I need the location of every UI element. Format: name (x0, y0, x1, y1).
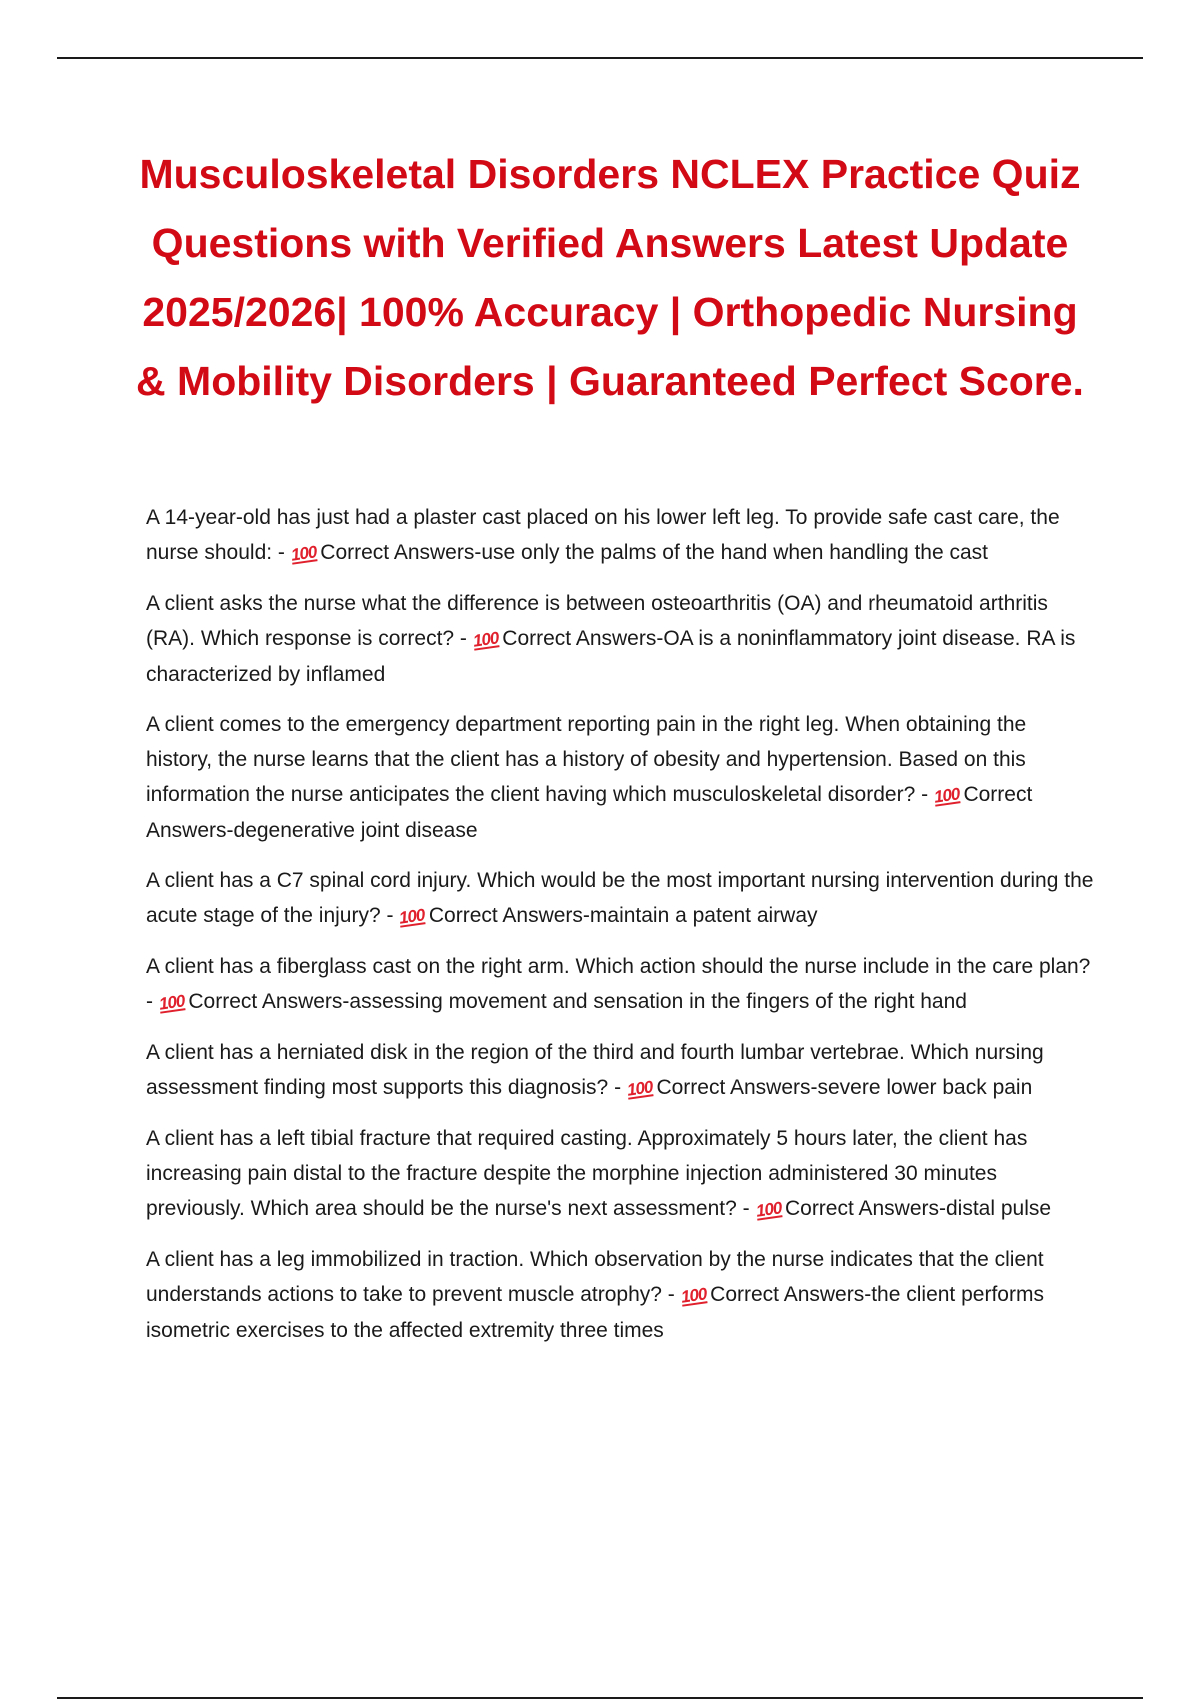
answer-text: Correct Answers-OA is a noninflammatory joint disease. RA is characterized by inflamed (146, 627, 1076, 686)
answer-text: Correct Answers-severe lower back pain (656, 1076, 1033, 1099)
hundred-points-icon: 100 (679, 1284, 708, 1307)
question-text: A client has a leg immobilized in traction. Which observation by the nurse indicates that the client understands actions to take to prevent muscle atrophy? - (146, 1248, 1044, 1306)
hundred-points-icon: 100 (471, 628, 500, 651)
answer-text: Correct Answers-degenerative joint disease (146, 783, 1033, 842)
qa-item (146, 863, 1096, 934)
question-text: A 14-year-old has just had a plaster cast placed on his lower left leg. To provide safe cast care, the nurse should: - (146, 506, 1060, 564)
question-text: A client has a left tibial fracture that required casting. Approximately 5 hours later, the client has increasing pain distal to the fracture despite the morphine injection administered 30 minutes previously. Which area should be the nurse's next assessment? - (146, 1127, 1028, 1220)
qa-item (146, 1035, 1096, 1106)
answer-text: Correct Answers-assessing movement and sensation in the fingers of the right hand (188, 990, 967, 1013)
question-text: A client asks the nurse what the difference is between osteoarthritis (OA) and rheumatoid arthritis (RA). Which response is correct? - (146, 592, 1048, 650)
qa-item (146, 1242, 1096, 1348)
answer-text: Correct Answers-the client performs isometric exercises to the affected extremity three times (146, 1283, 1044, 1342)
question-text: A client has a C7 spinal cord injury. Which would be the most important nursing intervention during the acute stage of the injury? - (146, 869, 1094, 927)
document-title: Musculoskeletal Disorders NCLEX Practice Quiz Questions with Verified Answers Latest Update 2025/2026| 100% Accuracy | Orthopedic Nursing & Mobility Disorders | Guaranteed Perfect Score. (136, 151, 1084, 404)
qa-item (146, 1121, 1096, 1227)
qa-list (146, 500, 1096, 1363)
question-text: A client has a herniated disk in the region of the third and fourth lumbar vertebrae. Which nursing assessment finding most supports this diagnosis? - (146, 1041, 1044, 1099)
answer-text: Correct Answers-maintain a patent airway (428, 904, 818, 927)
hundred-points-icon: 100 (157, 991, 186, 1014)
qa-item (146, 949, 1096, 1020)
hundred-points-icon: 100 (625, 1077, 654, 1100)
hundred-points-icon: 100 (932, 784, 961, 807)
qa-item (146, 500, 1096, 571)
question-text: A client has a fiberglass cast on the right arm. Which action should the nurse include in the care plan? - (146, 955, 1091, 1013)
hundred-points-icon: 100 (398, 905, 427, 928)
top-rule (57, 57, 1143, 59)
hundred-points-icon: 100 (289, 542, 318, 565)
qa-item (146, 586, 1096, 692)
qa-item (146, 707, 1096, 848)
answer-text: Correct Answers-distal pulse (784, 1197, 1052, 1220)
answer-text: Correct Answers-use only the palms of the hand when handling the cast (320, 541, 989, 564)
hundred-points-icon: 100 (754, 1198, 783, 1221)
question-text: A client comes to the emergency department reporting pain in the right leg. When obtaining the history, the nurse learns that the client has a history of obesity and hypertension. Based on this information the nurse anticipates the client having which musculoskeletal disorder? - (146, 713, 1027, 806)
bottom-rule (57, 1697, 1143, 1699)
